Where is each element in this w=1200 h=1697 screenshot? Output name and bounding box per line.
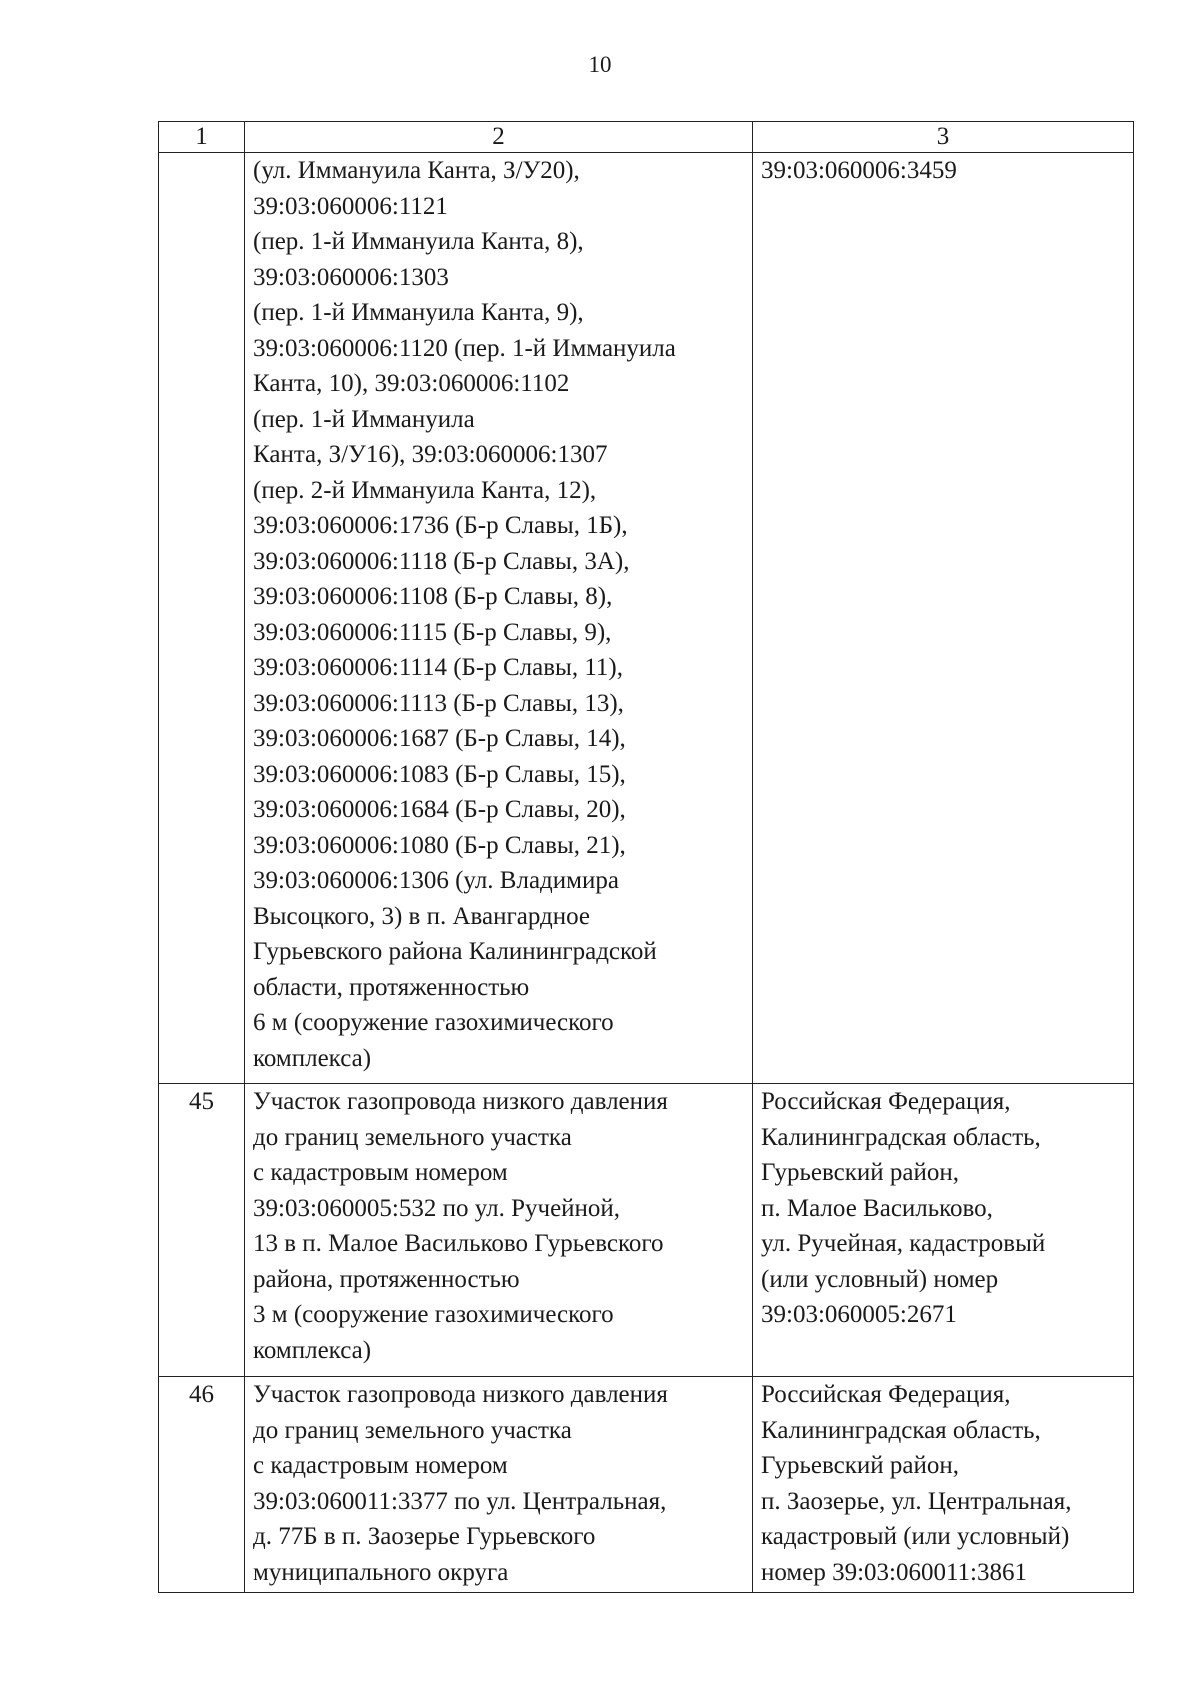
description-line: 39:03:060006:1687 (Б-р Славы, 14), bbox=[253, 725, 626, 752]
row-number-cell bbox=[159, 153, 245, 1084]
description-line: 13 в п. Малое Васильково Гурьевского bbox=[253, 1230, 664, 1257]
description-line: Гурьевского района Калининградской bbox=[253, 938, 657, 965]
table-header-row bbox=[159, 122, 1134, 153]
description-line: 39:03:060006:1736 (Б-р Славы, 1Б), bbox=[253, 512, 628, 539]
description-line: Высоцкого, 3) в п. Авангардное bbox=[253, 902, 590, 930]
row-number-cell: 46 bbox=[159, 1377, 245, 1593]
description-line: 6 м (сооружение газохимического bbox=[253, 1009, 614, 1036]
description-line: Канта, З/У16), 39:03:060006:1307 bbox=[253, 441, 608, 468]
location-line: Калининградская область, bbox=[761, 1416, 1041, 1444]
location-line: 39:03:060005:2671 bbox=[761, 1301, 957, 1328]
description-line: д. 77Б в п. Заозерье Гурьевского bbox=[253, 1523, 596, 1550]
location-line: кадастровый (или условный) bbox=[761, 1523, 1070, 1550]
description-line: муниципального округа bbox=[253, 1558, 509, 1586]
description-line: области, протяженностью bbox=[253, 973, 530, 1001]
page-number: 10 bbox=[588, 52, 612, 77]
description-line: 39:03:060006:1108 (Б-р Славы, 8), bbox=[253, 583, 613, 610]
column-header-1: 1 bbox=[159, 122, 245, 153]
row-number-cell: 45 bbox=[159, 1084, 245, 1377]
description-line: комплекса) bbox=[253, 1336, 372, 1364]
description-line: района, протяженностью bbox=[253, 1265, 520, 1293]
location-line: Российская Федерация, bbox=[761, 1088, 1011, 1115]
description-line: 39:03:060006:1114 (Б-р Славы, 11), bbox=[253, 654, 623, 681]
description-line: (пер. 1-й Иммануила Канта, 8), bbox=[253, 228, 584, 255]
description-line: до границ земельного участка bbox=[253, 1123, 572, 1151]
description-line: 39:03:060006:1120 (пер. 1-й Иммануила bbox=[253, 334, 676, 362]
location-line: Российская Федерация, bbox=[761, 1381, 1011, 1408]
object-description-cell bbox=[245, 1377, 753, 1593]
description-line: 39:03:060006:1080 (Б-р Славы, 21), bbox=[253, 831, 626, 859]
description-line: (пер. 2-й Иммануила Канта, 12), bbox=[253, 476, 597, 504]
description-line: с кадастровым номером bbox=[253, 1159, 508, 1186]
table-row bbox=[159, 1377, 1134, 1593]
description-line: Участок газопровода низкого давления bbox=[253, 1088, 668, 1115]
location-cell bbox=[753, 1377, 1134, 1593]
description-line: комплекса) bbox=[253, 1044, 372, 1072]
description-line: 39:03:060006:1115 (Б-р Славы, 9), bbox=[253, 618, 612, 646]
location-line: номер 39:03:060011:3861 bbox=[761, 1558, 1027, 1586]
description-line: (ул. Иммануила Канта, З/У20), bbox=[253, 157, 580, 184]
location-cell bbox=[753, 1084, 1134, 1377]
description-line: Участок газопровода низкого давления bbox=[253, 1381, 668, 1408]
description-line: 39:03:060006:1684 (Б-р Славы, 20), bbox=[253, 796, 626, 823]
object-description-cell bbox=[245, 1084, 753, 1377]
location-line: Гурьевский район, bbox=[761, 1452, 960, 1479]
description-line: (пер. 1-й Иммануила Канта, 9), bbox=[253, 299, 584, 326]
description-line: 39:03:060006:1303 bbox=[253, 263, 449, 291]
location-line: 39:03:060006:3459 bbox=[761, 157, 957, 184]
description-line: 39:03:060006:1113 (Б-р Славы, 13), bbox=[253, 689, 624, 717]
location-line: ул. Ручейная, кадастровый bbox=[761, 1230, 1046, 1257]
location-cell bbox=[753, 153, 1134, 1084]
property-table bbox=[158, 121, 1134, 1593]
location-line: п. Заозерье, ул. Центральная, bbox=[761, 1487, 1072, 1515]
table-row-continuation bbox=[159, 153, 1134, 1084]
description-line: Канта, 10), 39:03:060006:1102 bbox=[253, 370, 570, 397]
description-line: 39:03:060006:1083 (Б-р Славы, 15), bbox=[253, 760, 626, 788]
description-line: 39:03:060006:1121 bbox=[253, 192, 448, 220]
description-line: с кадастровым номером bbox=[253, 1452, 508, 1479]
location-line: Калининградская область, bbox=[761, 1123, 1041, 1151]
description-line: 39:03:060006:1118 (Б-р Славы, 3А), bbox=[253, 547, 630, 575]
location-line: Гурьевский район, bbox=[761, 1159, 960, 1186]
description-line: 39:03:060011:3377 по ул. Центральная, bbox=[253, 1487, 667, 1515]
description-line: 39:03:060005:532 по ул. Ручейной, bbox=[253, 1194, 621, 1222]
description-line: 39:03:060006:1306 (ул. Владимира bbox=[253, 867, 619, 894]
object-description-cell bbox=[245, 153, 753, 1084]
description-line: 3 м (сооружение газохимического bbox=[253, 1301, 614, 1328]
description-line: до границ земельного участка bbox=[253, 1416, 572, 1444]
description-line: (пер. 1-й Иммануила bbox=[253, 405, 475, 433]
column-header-2: 2 bbox=[245, 122, 753, 153]
table-row bbox=[159, 1084, 1134, 1377]
location-line: п. Малое Васильково, bbox=[761, 1194, 993, 1222]
location-line: (или условный) номер bbox=[761, 1265, 999, 1293]
column-header-3: 3 bbox=[753, 122, 1134, 153]
